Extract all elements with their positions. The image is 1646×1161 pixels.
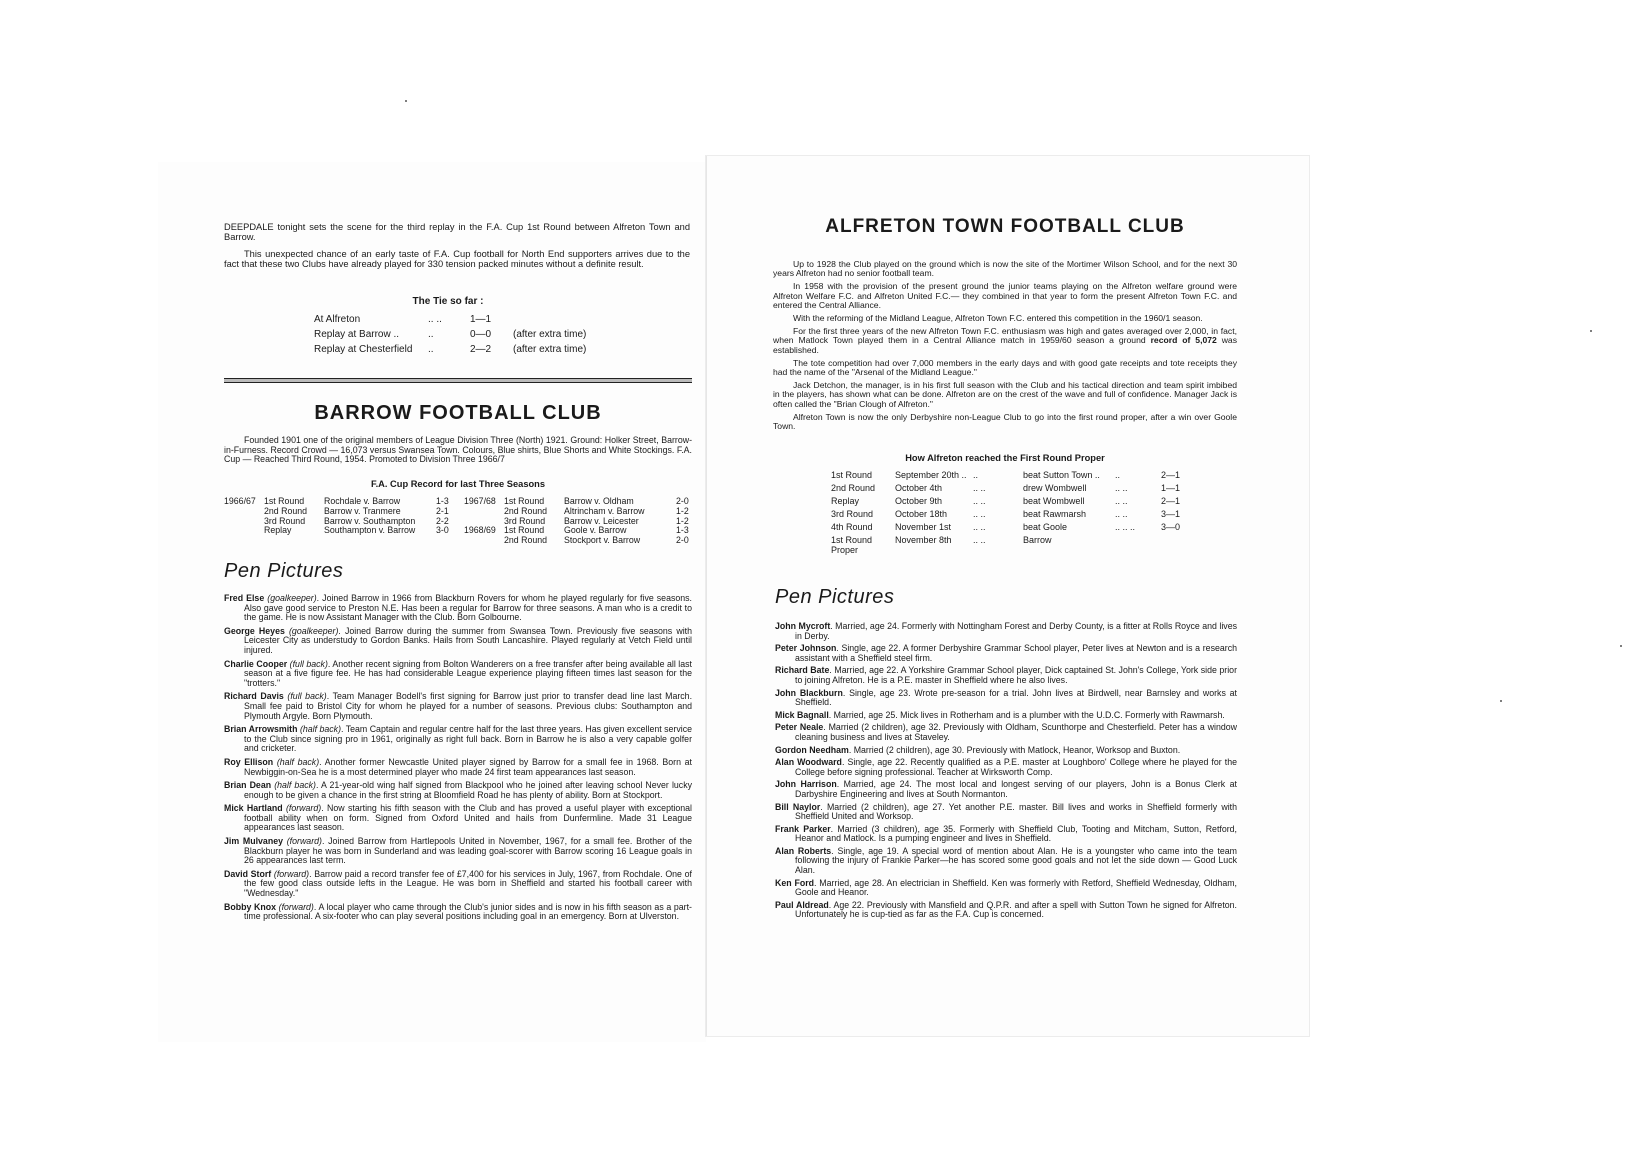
- history-paragraph: [773, 359, 1237, 377]
- round-score: 1—1: [1161, 483, 1181, 493]
- cup-season: [224, 517, 264, 527]
- player-description: . Single, age 22. A former Derbyshire Grammar School player, Peter lives at Newton and is a research assistant with a Sheffield steel firm.: [795, 643, 1237, 663]
- record-attendance: record of 5,072: [1150, 335, 1217, 346]
- round-date: October 4th: [895, 483, 943, 493]
- player-position: (full back): [287, 691, 327, 702]
- player-name: John Harrison: [775, 779, 837, 790]
- tie-score: 0—0: [470, 329, 492, 340]
- round-score: [1161, 535, 1191, 548]
- cup-score: 2-2: [436, 515, 449, 526]
- player-name: Mick Hartland: [224, 803, 283, 814]
- alfreton-pen-picture: [775, 879, 1237, 898]
- history-paragraph: [773, 314, 1237, 323]
- round-score: 3—1: [1161, 509, 1181, 519]
- round-score: 2—1: [1161, 470, 1181, 480]
- player-name: Alan Woodward: [775, 757, 842, 768]
- player-name: Bobby Knox: [224, 901, 276, 912]
- player-name: Brian Arrowsmith: [224, 724, 298, 735]
- history-paragraph: [773, 381, 1237, 409]
- round-dots: .. ..: [1115, 483, 1128, 493]
- tie-so-far-title: The Tie so far :: [412, 296, 484, 307]
- player-name: Mick Bagnall: [775, 709, 829, 720]
- cup-round: 3rd Round: [504, 515, 546, 526]
- cup-match: Barrow v. Southampton: [324, 515, 416, 526]
- right-programme-page: [706, 156, 1309, 1036]
- cup-round: 2nd Round: [504, 535, 548, 546]
- player-position: (half back): [299, 724, 342, 735]
- player-description: . Married (2 children), age 32. Previously with Oldham, Scunthorpe and Chesterfield. Peter has a window cleaning business and lives at Staveley.: [795, 722, 1237, 742]
- cup-record-row: [464, 536, 689, 546]
- player-name: Gordon Needham: [775, 744, 849, 755]
- player-name: Roy Ellison: [224, 756, 274, 767]
- player-name: Bill Naylor: [775, 801, 821, 812]
- round-name: 1st Round Proper: [831, 535, 873, 555]
- cup-season: 1966/67: [224, 496, 256, 506]
- alfreton-pen-picture: [775, 746, 1237, 756]
- player-description: . Another former Newcastle United player signed by Barrow for a small fee in 1968. Born at Newbiggin-on-Sea he is a most determined player who made 24 first team appearances last season.: [244, 756, 692, 777]
- round-dots: .. ..: [1115, 496, 1128, 506]
- round-date: November 1st: [895, 522, 952, 532]
- cup-record-right-column: [464, 497, 689, 546]
- player-position: (forward): [285, 803, 322, 814]
- player-description: . Married, age 24. The most local and longest serving of our players, John is a Bonus Clerk at Darbyshire Engineering and lives at South Normanton.: [795, 779, 1237, 799]
- cup-record-title: F.A. Cup Record for last Three Seasons: [370, 479, 546, 489]
- left-programme-page: [158, 162, 706, 1042]
- cup-score: 2-0: [676, 535, 689, 546]
- player-description: . Joined Barrow during the summer from Swansea Town. Previously five seasons with Leicester City as understudy to Gordon Banks. Hails from South Lancashire. Played regularly at Vetch Field until injured.: [244, 625, 692, 655]
- cup-score: 2-0: [676, 496, 689, 506]
- round-dots: .. ..: [973, 509, 986, 519]
- round-opponent: beat Goole: [1023, 522, 1068, 532]
- player-position: (half back): [276, 756, 320, 767]
- player-description: . Married, age 28. An electrician in Sheffield. Ken was formerly with Retford, Sheffield Wednesday, Oldham, Goole and Heanor.: [795, 877, 1237, 898]
- cup-season: 1968/69: [464, 525, 496, 536]
- tie-dots: ..: [428, 329, 434, 340]
- player-name: Brian Dean: [224, 780, 272, 791]
- cup-record-left-column: [224, 497, 449, 536]
- player-description: . Single, age 22. Recently qualified as a P.E. master at Loughboro' College where he played for the College before signing professional. Teacher at Wirksworth Comp.: [795, 757, 1237, 777]
- player-name: George Heyes: [224, 625, 285, 636]
- history-paragraph: [773, 413, 1237, 431]
- barrow-pen-picture: [224, 837, 692, 866]
- round-dots: .. ..: [973, 522, 986, 532]
- player-name: David Storf: [224, 868, 272, 879]
- round-dots: .. ..: [973, 535, 986, 545]
- round-name: 3rd Round: [831, 509, 874, 519]
- barrow-pen-picture: [224, 660, 692, 689]
- player-description: . Married, age 22. A Yorkshire Grammar School player, Dick captained St. John's College, York side prior to joining Alfreton. He is a P.E. master in Sheffield where he also lives.: [795, 665, 1238, 685]
- cup-round: 2nd Round: [264, 505, 308, 516]
- cup-match: Barrow v. Leicester: [564, 515, 639, 526]
- alfreton-club-title: ALFRETON TOWN FOOTBALL CLUB: [825, 216, 1185, 237]
- scan-speck: [1500, 700, 1502, 702]
- player-name: John Mycroft: [775, 621, 831, 631]
- player-position: (goalkeeper): [267, 593, 317, 603]
- alfreton-pen-pictures-title: Pen Pictures: [775, 586, 895, 608]
- round-dots: [1115, 535, 1161, 548]
- player-position: (goalkeeper): [289, 625, 339, 636]
- round-date: October 18th: [895, 509, 948, 519]
- history-text: The tote competition had over 7,000 members in the early days and with good gate receipts and tote receipts they had the name of the "Arsenal of the Midland League.": [773, 357, 1237, 378]
- barrow-club-intro: Founded 1901 one of the original members of League Division Three (North) 1921. Ground: Holker Street, Barrow-in-Furness. Record Crowd — 16,073 versus Swansea Town. Colours, Blue shirts, Blue Shorts and White Stockings. F.A. Cup — Reached Third Round, 1954. Promoted to Division Three 1966/7: [224, 435, 692, 465]
- history-text: Jack Detchon, the manager, is in his first full season with the Club and his tactical direction and team spirit imbibed in the players, has shown what can be done. Alfreton are on the crest of the wave and full of confidence. Manager Jack is often called the "Brian Clough of Alfreton.": [773, 380, 1237, 409]
- cup-season: [464, 507, 504, 517]
- player-position: (forward): [278, 901, 314, 912]
- player-position: (full back): [289, 658, 328, 669]
- alfreton-history-text: [773, 260, 1237, 435]
- cup-round: 2nd Round: [504, 505, 548, 516]
- alfreton-pen-picture: [775, 644, 1237, 663]
- player-name: Frank Parker: [775, 823, 831, 834]
- barrow-club-title: BARROW FOOTBALL CLUB: [314, 402, 602, 424]
- tie-note: (after extra time): [513, 329, 587, 340]
- alfreton-pen-picture: [775, 847, 1237, 876]
- alfreton-rounds-table: [831, 470, 1191, 555]
- player-position: (forward): [286, 836, 322, 847]
- history-text: With the reforming of the Midland League, Alfreton Town F.C. entered this competition in the 1960/1 season.: [793, 313, 1203, 324]
- round-date: October 9th: [895, 496, 943, 506]
- alfreton-pen-picture: [775, 689, 1237, 708]
- player-name: Richard Bate: [775, 665, 830, 676]
- cup-match: Barrow v. Tranmere: [324, 505, 401, 516]
- round-opponent: beat Sutton Town ..: [1023, 470, 1100, 480]
- player-description: . Married (2 children), age 27. Yet another P.E. master. Bill lives and works in Sheffield formerly with Sheffield United and Worksop.: [795, 801, 1237, 822]
- round-name: Replay: [831, 496, 860, 506]
- player-name: Paul Aldread: [775, 899, 829, 910]
- player-name: Fred Else: [224, 593, 265, 603]
- round-score: 2—1: [1161, 496, 1181, 506]
- cup-score: 3-0: [436, 525, 449, 536]
- player-name: Jim Mulvaney: [224, 836, 283, 847]
- history-paragraph: [773, 260, 1237, 278]
- cup-round: 1st Round: [264, 496, 305, 506]
- tie-venue: Replay at Chesterfield: [314, 344, 413, 355]
- player-description: . Now starting his fifth season with the Club and has proved a useful player with exceptional football ability when on form. Signed from Oxford United and hails from Dunfermline. Made 31 League appearances last season.: [244, 803, 692, 833]
- round-opponent: beat Rawmarsh: [1023, 509, 1087, 519]
- round-dots: .. ..: [973, 483, 986, 493]
- scan-speck: [1620, 645, 1622, 647]
- alfreton-pen-picture: [775, 622, 1237, 641]
- tie-score: 1—1: [470, 314, 492, 325]
- round-score: 3—0: [1161, 522, 1181, 532]
- cup-round: 1st Round: [504, 496, 545, 506]
- tie-dots: ..: [428, 344, 434, 355]
- player-description: . Married, age 25. Mick lives in Rotherham and is a plumber with the U.D.C. Formerly with Rawmarsh.: [828, 709, 1225, 720]
- alfreton-pen-picture: [775, 780, 1237, 799]
- player-description: . Joined Barrow from Hartlepools United in November, 1967, for a small fee. Brother of the Blackburn player he was born in Sunderland and was leading goal-scorer with Barrow scoring 16 League goals in 26 appearances last term.: [244, 836, 692, 866]
- cup-match: Altrincham v. Barrow: [564, 505, 645, 516]
- cup-round: 1st Round: [504, 525, 545, 536]
- round-name: 1st Round: [831, 470, 873, 480]
- player-description: . Another recent signing from Bolton Wanderers on a free transfer after being available all last season at a five figure fee. He has had considerable League experience playing fifteen times last season for the "trotters.": [244, 658, 692, 688]
- intro-paragraph-1: DEEPDALE tonight sets the scene for the third replay in the F.A. Cup 1st Round between Alfreton Town and Barrow.: [224, 222, 690, 243]
- player-name: Richard Davis: [224, 691, 284, 702]
- intro-text: [224, 222, 690, 275]
- barrow-pen-picture: [224, 758, 692, 777]
- player-description: . Age 22. Previously with Mansfield and Q.P.R. and after a spell with Sutton Town he signed for Alfreton. Unfortunately he is cup-tied as far as the F.A. Cup is concerned.: [795, 899, 1237, 920]
- tie-row: [314, 314, 513, 325]
- tie-venue: Replay at Barrow ..: [314, 329, 400, 340]
- cup-round: Replay: [264, 525, 292, 536]
- cup-season: [464, 536, 504, 546]
- round-name: 2nd Round: [831, 483, 876, 493]
- tie-row: [314, 344, 586, 355]
- player-description: . A local player who came through the Club's junior sides and is now in his fifth season as a part-time professional. A six-footer who can play several positions including goal in an emergency. Born at Ulverston.: [244, 901, 692, 922]
- round-dots: .. ..: [1115, 509, 1128, 519]
- round-date: September 20th ..: [895, 470, 967, 480]
- barrow-pen-picture: [224, 781, 692, 800]
- tie-note: (after extra time): [513, 344, 587, 355]
- tie-row: [314, 329, 586, 340]
- player-description: . Barrow paid a record transfer fee of £7,400 for his services in July, 1967, from Rochdale. One of the few good class outside lefts in the League. He was born in Sheffield and started his football career with "Wednesday.": [244, 868, 692, 899]
- player-description: . Married (3 children), age 35. Formerly with Sheffield Club, Tooting and Mitcham, Sutton, Retford, Heanor and Matlock. Is a pumping engineer and lives in Sheffield.: [795, 823, 1237, 844]
- player-description: . Married (2 children), age 30. Previously with Matlock, Heanor, Worksop and Buxton.: [848, 744, 1181, 755]
- player-name: Alan Roberts: [775, 845, 832, 856]
- player-name: John Blackburn: [775, 687, 843, 698]
- cup-match: Goole v. Barrow: [564, 525, 627, 536]
- round-name: 4th Round: [831, 522, 873, 532]
- alfreton-pen-picture: [775, 803, 1237, 822]
- round-row: [831, 470, 1191, 483]
- round-dots: ..: [1115, 470, 1121, 480]
- alfreton-pen-picture: [775, 758, 1237, 777]
- barrow-pen-picture: [224, 870, 692, 899]
- alfreton-pen-picture: [775, 723, 1237, 742]
- player-name: Charlie Cooper: [224, 658, 288, 669]
- cup-score: 1-3: [436, 496, 449, 506]
- cup-record-row: [224, 526, 449, 536]
- player-description: . Single, age 23. Wrote pre-season for a trial. John lives at Birdwell, near Barnsley and works at Sheffield.: [795, 687, 1237, 708]
- history-paragraph: [773, 282, 1237, 310]
- player-name: Ken Ford: [775, 877, 815, 888]
- history-paragraph: [773, 327, 1237, 355]
- history-text: In 1958 with the provision of the present ground the junior teams playing on the Alfreton welfare ground were Alfreton Welfare F.C. and Alfreton United F.C.— they combined in that year to form the present Alfreton Town F.C. and entered the Central Alliance.: [773, 281, 1237, 310]
- tie-dots: .. ..: [428, 314, 442, 325]
- player-name: Peter Johnson: [775, 643, 837, 654]
- section-divider: [224, 378, 692, 383]
- cup-season: [224, 507, 264, 517]
- round-dots: ..: [973, 470, 979, 480]
- barrow-pen-pictures-title: Pen Pictures: [224, 560, 344, 582]
- player-position: (forward): [273, 868, 310, 879]
- alfreton-pen-picture: [775, 666, 1237, 685]
- alfreton-pen-pictures-list: [775, 622, 1237, 923]
- cup-score: 1-3: [676, 525, 689, 536]
- round-opponent: beat Wombwell: [1023, 496, 1085, 506]
- cup-score: 1-2: [676, 515, 689, 526]
- player-description: . Team Manager Bodell's first signing for Barrow just prior to transfer dead line last March. Small fee paid to Bristol City for whom he played for a number of seasons. Previous clubs: Southampton and Plymouth Argyle. Born Plymouth.: [244, 691, 693, 721]
- round-row: [831, 522, 1191, 535]
- alfreton-pen-picture: [775, 901, 1237, 920]
- cup-score: 1-2: [676, 505, 689, 516]
- round-date: November 8th: [895, 535, 952, 545]
- round-row: [831, 496, 1191, 509]
- barrow-pen-pictures-list: [224, 594, 692, 926]
- cup-score: 2-1: [436, 505, 449, 516]
- barrow-pen-picture: [224, 627, 692, 656]
- player-position: (half back): [274, 780, 316, 791]
- tie-score: 2—2: [470, 344, 492, 355]
- player-name: Peter Neale: [775, 722, 824, 733]
- intro-paragraph-2: This unexpected chance of an early taste of F.A. Cup football for North End supporters arrives due to the fact that these two Clubs have already played for 330 tension packed minutes without a definite result.: [224, 248, 690, 269]
- round-opponent: Barrow: [1023, 535, 1052, 545]
- alfreton-pen-picture: [775, 825, 1237, 844]
- player-description: . Joined Barrow in 1966 from Blackburn Rovers for whom he played regularly for five seasons. Also gave good service to Preston N.E. Has been a regular for Barrow for three seasons. A man who is a credit to the game. He is now Assistant Manager with the Club. Born Golbourne.: [244, 593, 692, 623]
- barrow-pen-picture: [224, 804, 692, 833]
- barrow-pen-picture: [224, 725, 692, 754]
- round-dots: .. .. ..: [1115, 522, 1136, 532]
- barrow-pen-picture: [224, 903, 692, 922]
- player-description: . Married, age 24. Formerly with Nottingham Forest and Derby County, is a fitter at Rolls Royce and lives in Derby.: [795, 621, 1237, 641]
- round-opponent: drew Wombwell: [1023, 483, 1087, 493]
- scan-speck: [405, 100, 407, 102]
- cup-season: [224, 526, 264, 536]
- rounds-title: How Alfreton reached the First Round Proper: [905, 453, 1105, 463]
- player-description: . Single, age 19. A special word of mention about Alan. He is a youngster who came into the team following the injury of Frankie Parker—he has scored some good goals and not let the side down — Good Luck Alan.: [795, 845, 1238, 876]
- cup-match: Rochdale v. Barrow: [324, 496, 401, 506]
- cup-round: 3rd Round: [264, 515, 306, 526]
- cup-season: 1967/68: [464, 496, 496, 506]
- history-text: For the first three years of the new Alfreton Town F.C. enthusiasm was high and gates averaged over 2,000, in fact, when Matlock Town played them in a Central Alliance match in 1959/60 season a ground: [773, 326, 1237, 346]
- history-text: Up to 1928 the Club played on the ground which is now the site of the Mortimer Wilson School, and for the next 30 years Alfreton had no senior football team.: [773, 259, 1237, 279]
- round-row: [831, 483, 1191, 496]
- cup-match: Southampton v. Barrow: [324, 525, 416, 536]
- barrow-pen-picture: [224, 594, 692, 623]
- scan-speck: [1590, 330, 1592, 332]
- round-row: [831, 509, 1191, 522]
- cup-match: Barrow v. Oldham: [564, 496, 634, 506]
- player-description: . A 21-year-old wing half signed from Blackpool who he joined after leaving school Never lucky enough to be given a chance in the first string at Bloomfield Road he has plenty of ability. Born at Stockport.: [244, 780, 693, 800]
- history-text: Alfreton Town is now the only Derbyshire non-League Club to go into the first round proper, after a win over Goole Town.: [773, 411, 1237, 432]
- alfreton-pen-picture: [775, 711, 1237, 721]
- round-dots: .. ..: [973, 496, 986, 506]
- round-row: [831, 535, 1191, 555]
- cup-match: Stockport v. Barrow: [564, 535, 641, 546]
- barrow-pen-picture: [224, 692, 692, 721]
- record-tail: was established.: [773, 335, 1238, 355]
- tie-venue: At Alfreton: [314, 314, 361, 325]
- player-description: . Team Captain and regular centre half for the last three years. Has given excellent service to the Club since signing pro in 1961, originally as right full back. Born in Barrow he is also a very capable golfer and cricketer.: [244, 724, 692, 754]
